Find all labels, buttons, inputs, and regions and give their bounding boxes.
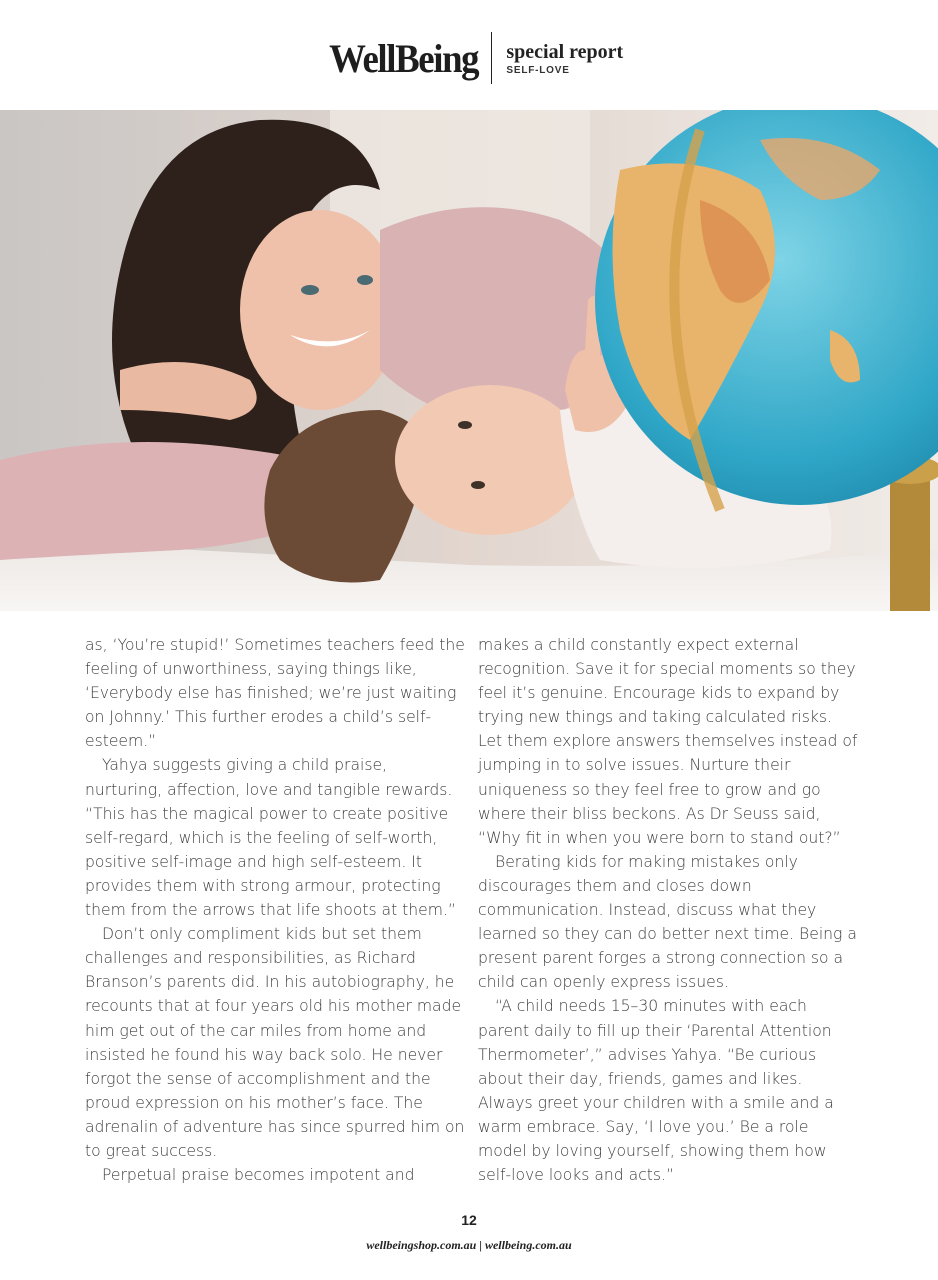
photo-mother-child-globe (0, 110, 938, 611)
paragraph: Yahya suggests giving a child praise, nurturing, affection, love and tangible rewards. “This has the magical power to create positive self-regard, which is the feeling of self-worth, positive self-image and high self-esteem. It provides them with strong armour, protecting them from the arrows that life shoots at them.” (85, 756, 456, 920)
article-column-left (85, 633, 465, 1187)
section-label (492, 41, 623, 76)
paragraph: “A child needs 15–30 minutes with each parent daily to fill up their ‘Parental Attention Thermometer’,” advises Yahya. “Be curious about their day, friends, games and likes. Always greet your children with a smile and a warm embrace. Say, ‘I love you.’ Be a role model by loving yourself, showing them how self-love looks and acts.” (478, 997, 834, 1185)
masthead (0, 30, 938, 86)
photo-illustration (0, 110, 938, 611)
article-column-right (478, 633, 858, 1187)
paragraph: Perpetual praise becomes impotent and (102, 1166, 415, 1185)
paragraph: Berating kids for making mistakes only discourages them and closes down communication. Instead, discuss what they learned so they can do better next time. Being a present parent forges a strong connection so a child can openly express issues. (478, 852, 857, 992)
paragraph: Don’t only compliment kids but set them challenges and responsibilities, as Richard Branson’s parents did. In his autobiography, he recounts that at four years old his mother made him get out of the car miles from home and insisted he found his way back solo. He never forgot the sense of accomplishment and the proud expression on his mother’s face. The adrenalin of adventure has since spurred him on to great success. (85, 925, 465, 1160)
paragraph: makes a child constantly expect external recognition. Save it for special moments so they feel it’s genuine. Encourage kids to expand by trying new things and taking calculated risks. Let them explore answers themselves instead of jumping in to solve issues. Nurture their uniqueness so they feel free to grow and go where their bliss beckons. As Dr Seuss said, “Why fit in when you were born to stand out?” (478, 636, 858, 847)
paragraph: as, ‘You’re stupid!’ Sometimes teachers feed the feeling of unworthiness, saying things like, ‘Everybody else has finished; we’re just waiting on Johnny.’ This further erodes a child’s self-esteem.” (85, 636, 465, 751)
section-title: special report (506, 40, 624, 63)
page-number: 12 (461, 1212, 477, 1228)
brand-logo: WellBeing (328, 35, 478, 81)
footer-links: wellbeingshop.com.au | wellbeing.com.au (366, 1238, 572, 1252)
section-subtitle: SELF-LOVE (506, 64, 570, 76)
